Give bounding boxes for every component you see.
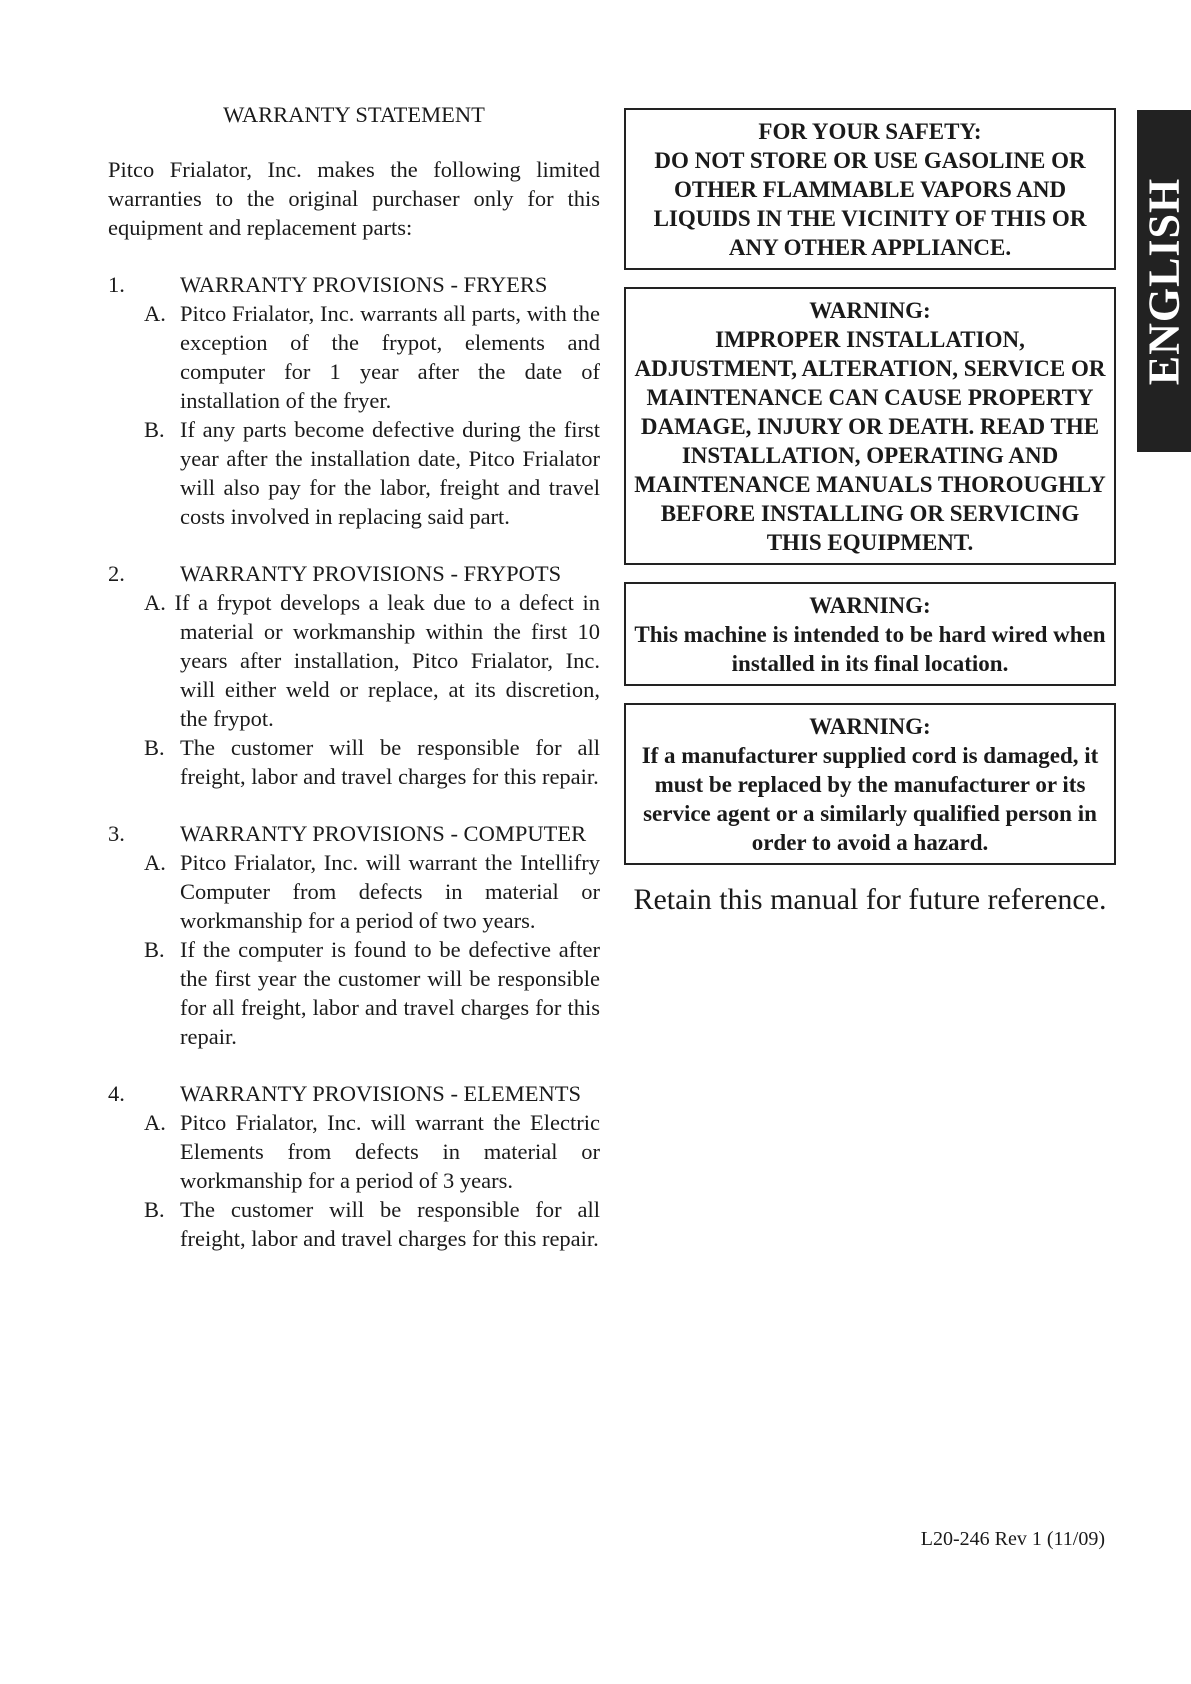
section-number: 2. (108, 561, 125, 586)
notice-title: WARNING: (809, 593, 931, 618)
item-letter: B. (144, 1197, 165, 1222)
item-letter: A. (144, 850, 166, 875)
item-text: The customer will be responsible for all freight, labor and travel charges for this repair. (180, 1197, 600, 1251)
provision-item (108, 299, 600, 415)
safety-notice-box (624, 108, 1116, 270)
warranty-section-frypots (108, 559, 600, 791)
section-heading (108, 1079, 600, 1108)
section-title: WARRANTY PROVISIONS - FRYERS (180, 272, 548, 297)
section-number: 1. (108, 272, 125, 297)
item-text: If any parts become defective during the first year after the installation date, Pitco Frialator will also pay for the labor, freight and travel costs involved in replacing said part. (180, 417, 600, 529)
notice-text: IMPROPER INSTALLATION, ADJUSTMENT, ALTERATION, SERVICE OR MAINTENANCE CAN CAUSE PROPERTY DAMAGE, INJURY OR DEATH. READ THE INSTALLATION, OPERATING AND MAINTENANCE MANUALS THOROUGHLY BEFORE INSTALLING OR SERVICING THIS EQUIPMENT. (634, 327, 1106, 555)
warranty-statement (108, 100, 600, 1281)
warranty-section-fryers (108, 270, 600, 531)
document-revision: L20-246 Rev 1 (11/09) (920, 1528, 1105, 1550)
section-heading (108, 819, 600, 848)
item-letter: A. (144, 1110, 166, 1135)
cord-warning-box (624, 703, 1116, 865)
section-title: WARRANTY PROVISIONS - FRYPOTS (180, 561, 562, 586)
notice-title: WARNING: (809, 714, 931, 739)
provision-item (108, 415, 600, 531)
warranty-section-computer (108, 819, 600, 1051)
item-text: Pitco Frialator, Inc. warrants all parts, with the exception of the frypot, elements and computer for 1 year after the date of installation of the fryer. (180, 301, 600, 413)
warranty-title: WARRANTY STATEMENT (223, 102, 485, 127)
item-letter: A. (144, 590, 175, 615)
item-letter: B. (144, 735, 165, 760)
section-title: WARRANTY PROVISIONS - ELEMENTS (180, 1081, 582, 1106)
notice-title: FOR YOUR SAFETY: (758, 119, 982, 144)
provision-item (108, 1108, 600, 1195)
item-text: If the computer is found to be defective after the first year the customer will be responsible for all freight, labor and travel charges for this repair. (180, 937, 600, 1049)
section-number: 3. (108, 821, 125, 846)
item-letter: A. (144, 301, 166, 326)
provision-item (108, 588, 600, 733)
section-heading (108, 559, 600, 588)
language-tab (1137, 110, 1191, 452)
warranty-section-elements (108, 1079, 600, 1253)
item-text: If a frypot develops a leak due to a defect in material or workmanship within the first 10 years after installation, Pitco Frialator, Inc. will either weld or replace, at its discretion, the frypot. (174, 590, 600, 731)
notice-title: WARNING: (809, 298, 931, 323)
provision-item (108, 935, 600, 1051)
item-letter: B. (144, 417, 165, 442)
language-tab-label: ENGLISH (1139, 177, 1189, 385)
section-heading (108, 270, 600, 299)
notice-text: This machine is intended to be hard wired when installed in its final location. (634, 622, 1106, 676)
provision-item (108, 733, 600, 791)
notice-text: If a manufacturer supplied cord is damaged, it must be replaced by the manufacturer or its service agent or a similarly qualified person in order to avoid a hazard. (641, 743, 1099, 855)
warranty-intro: Pitco Frialator, Inc. makes the following limited warranties to the original purchaser only for this equipment and replacement parts: (108, 157, 600, 240)
notice-text: DO NOT STORE OR USE GASOLINE OR OTHER FLAMMABLE VAPORS AND LIQUIDS IN THE VICINITY OF THIS OR ANY OTHER APPLIANCE. (653, 148, 1087, 260)
hard-wired-warning-box (624, 582, 1116, 686)
provision-item (108, 1195, 600, 1253)
retain-manual-note: Retain this manual for future reference. (633, 883, 1107, 916)
item-text: The customer will be responsible for all freight, labor and travel charges for this repair. (180, 735, 600, 789)
item-text: Pitco Frialator, Inc. will warrant the Intellifry Computer from defects in material or workmanship for a period of two years. (180, 850, 600, 933)
item-letter: B. (144, 937, 165, 962)
safety-notices (624, 108, 1116, 918)
item-text: Pitco Frialator, Inc. will warrant the Electric Elements from defects in material or workmanship for a period of 3 years. (180, 1110, 600, 1193)
section-title: WARRANTY PROVISIONS - COMPUTER (180, 821, 587, 846)
provision-item (108, 848, 600, 935)
installation-warning-box (624, 287, 1116, 565)
section-number: 4. (108, 1081, 125, 1106)
